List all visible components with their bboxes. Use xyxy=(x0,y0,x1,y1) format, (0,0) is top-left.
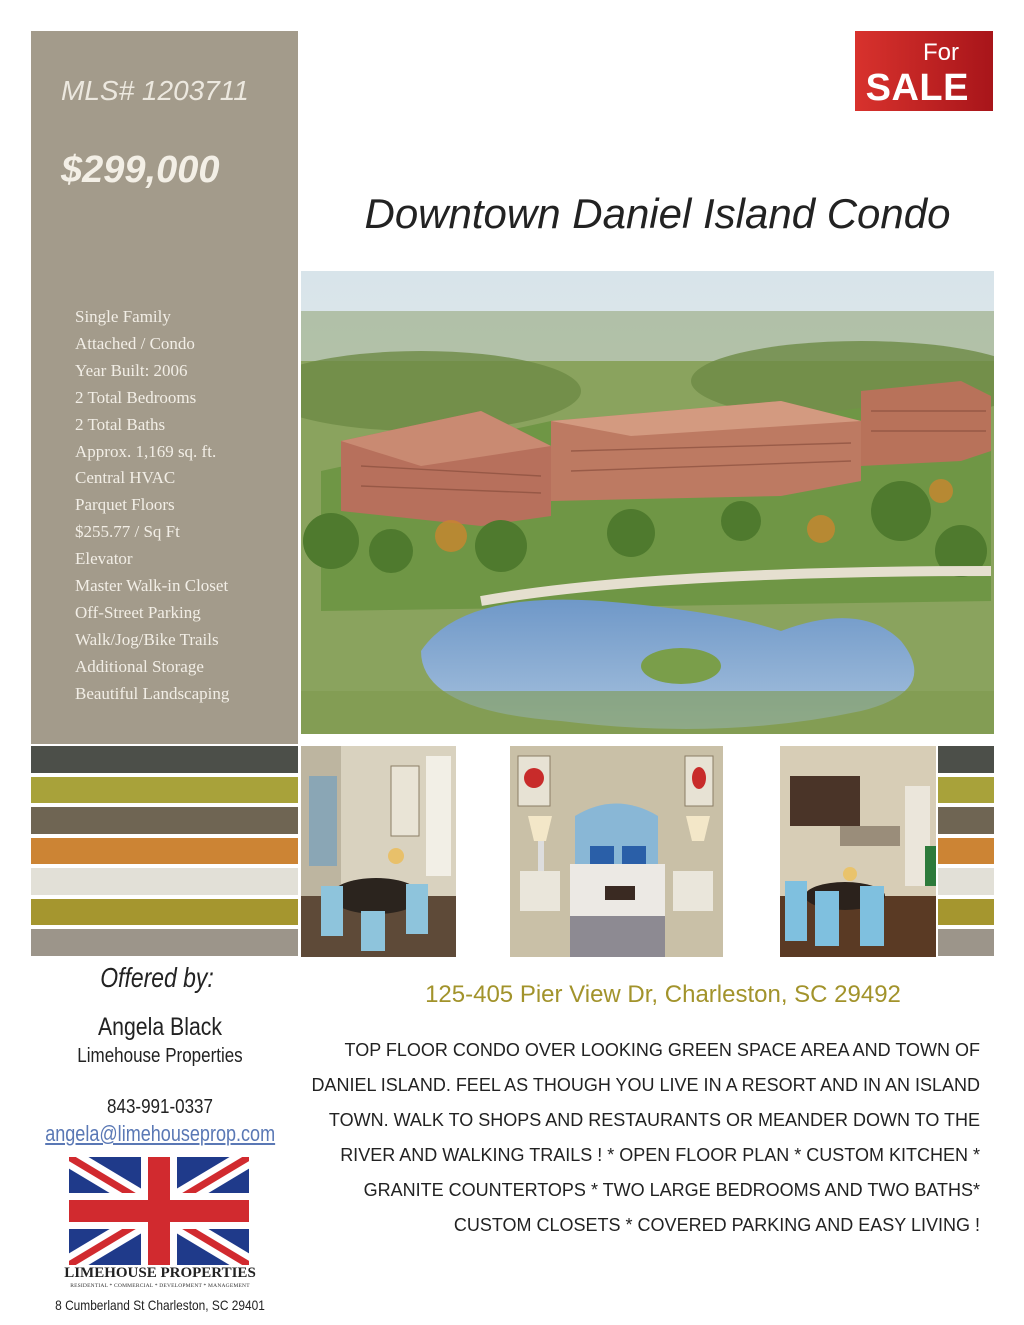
agent-name: Angela Black xyxy=(97,1013,223,1041)
feature-item: 2 Total Baths xyxy=(75,414,166,434)
color-stripe xyxy=(31,868,298,895)
color-stripe xyxy=(31,929,298,956)
feature-item: Additional Storage xyxy=(75,656,204,676)
feature-item: Central HVAC xyxy=(75,468,176,488)
right-color-stripes xyxy=(938,746,994,960)
mls-number: MLS# 1203711 xyxy=(61,75,249,106)
listing-info-panel xyxy=(31,31,298,744)
color-stripe xyxy=(31,899,298,926)
color-stripe xyxy=(938,929,994,956)
color-stripe xyxy=(31,838,298,865)
color-stripe xyxy=(938,899,994,926)
aerial-rendering-image xyxy=(301,271,994,734)
badge-for-text: For xyxy=(923,39,959,66)
feature-list xyxy=(75,304,229,708)
feature-item: Single Family xyxy=(75,307,171,326)
feature-item: Year Built: 2006 xyxy=(75,360,188,380)
feature-item: 2 Total Bedrooms xyxy=(75,387,197,407)
color-stripe xyxy=(938,777,994,804)
logo-tagline: RESIDENTIAL * COMMERCIAL * DEVELOPMENT * MANAGEMENT xyxy=(70,1283,250,1289)
agent-company: Limehouse Properties xyxy=(77,1045,243,1067)
feature-item: Off-Street Parking xyxy=(75,602,201,622)
kitchen-dining-photo xyxy=(780,746,936,957)
logo-company-name: LIMEHOUSE PROPERTIES xyxy=(64,1265,256,1281)
feature-item: Attached / Condo xyxy=(75,333,195,353)
color-stripe xyxy=(938,838,994,865)
feature-item: Parquet Floors xyxy=(75,495,175,515)
color-stripe xyxy=(938,868,994,895)
feature-item: Walk/Jog/Bike Trails xyxy=(75,629,219,649)
color-stripe xyxy=(31,777,298,804)
color-stripe xyxy=(938,807,994,834)
feature-item: Approx. 1,169 sq. ft. xyxy=(75,441,217,461)
listing-title: Downtown Daniel Island Condo xyxy=(364,190,951,237)
color-stripe xyxy=(31,746,298,773)
union-jack-logo xyxy=(69,1157,249,1265)
feature-item: Elevator xyxy=(75,549,133,569)
feature-item: Master Walk-in Closet xyxy=(75,576,229,596)
left-color-stripes xyxy=(31,746,298,960)
feature-item: Beautiful Landscaping xyxy=(75,683,230,703)
property-address: 125-405 Pier View Dr, Charleston, SC 29492 xyxy=(425,981,901,1008)
feature-item: $255.77 / Sq Ft xyxy=(75,522,180,542)
agent-email-link[interactable]: angela@limehouseprop.com xyxy=(45,1121,276,1146)
bedroom-photo xyxy=(510,746,723,957)
color-stripe xyxy=(31,807,298,834)
color-stripe xyxy=(938,746,994,773)
living-dining-photo xyxy=(301,746,456,957)
agent-phone: 843-991-0337 xyxy=(107,1096,213,1118)
badge-sale-text: SALE xyxy=(865,67,969,109)
property-description: TOP FLOOR CONDO OVER LOOKING GREEN SPACE AREA AND TOWN OF DANIEL ISLAND. FEEL AS THOUGH YOU LIVE IN A RESORT AND IN AN ISLAND TOWN. WALK TO SHOPS AND RESTAURANTS OR MEANDER DOWN TO THE RIVER AND WALKING TRAILS ! * OPEN FLOOR PLAN * CUSTOM KITCHEN * GRANITE COUNTERTOPS * TWO LARGE BEDROOMS AND TWO BATHS* CUSTOM CLOSETS * COVERED PARKING AND EASY LIVING ! xyxy=(311,1040,980,1235)
office-address: 8 Cumberland St Charleston, SC 29401 xyxy=(55,1297,265,1313)
offered-by-label: Offered by: xyxy=(100,962,214,993)
listing-price: $299,000 xyxy=(61,149,220,191)
for-sale-badge xyxy=(855,31,993,111)
